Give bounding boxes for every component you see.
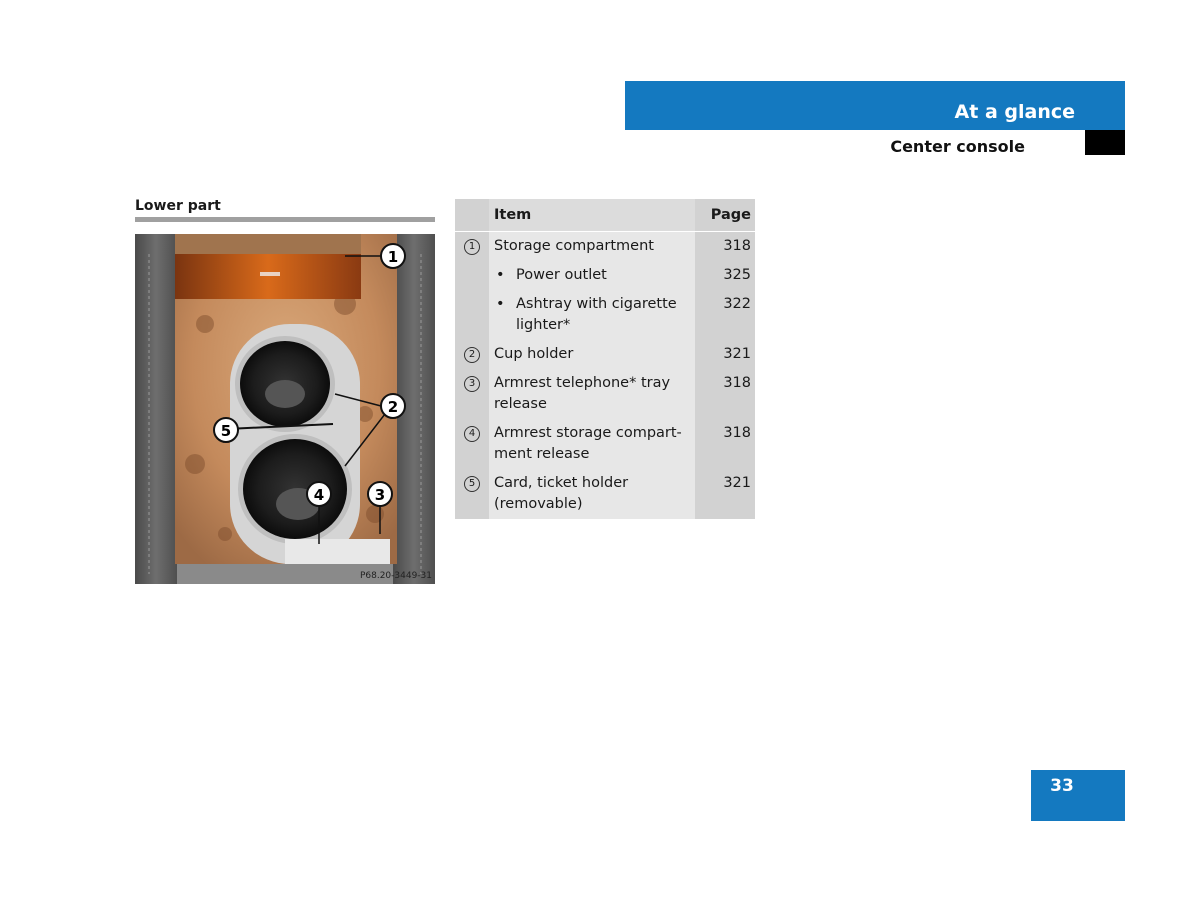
row-item: Card, ticket holder (removable) xyxy=(489,469,695,519)
figure-heading: Lower part xyxy=(135,198,221,214)
figure-heading-rule xyxy=(135,217,435,222)
row-number: 2 xyxy=(464,347,480,363)
table-row xyxy=(455,340,755,369)
row-item: Power outlet xyxy=(516,267,607,283)
callout-5: 5 xyxy=(220,422,232,440)
table-row xyxy=(455,419,755,469)
center-console-figure xyxy=(135,234,435,584)
bullet: • xyxy=(496,296,505,312)
table-header-row xyxy=(455,199,755,231)
table-row xyxy=(455,231,755,261)
callout-1: 1 xyxy=(387,248,399,266)
bullet: • xyxy=(496,267,505,283)
table-row xyxy=(455,369,755,419)
page-number: 33 xyxy=(1050,776,1074,796)
callout-3: 3 xyxy=(374,486,386,504)
row-page: 318 xyxy=(695,232,755,261)
row-page: 325 xyxy=(695,261,755,290)
subsection-marker xyxy=(1085,130,1125,155)
section-title: At a glance xyxy=(954,101,1075,123)
row-item: Ashtray with cigarette lighter* xyxy=(516,296,677,333)
table-row xyxy=(455,290,755,340)
row-page: 321 xyxy=(695,469,755,519)
row-number: 4 xyxy=(464,426,480,442)
row-item: Armrest telephone* tray release xyxy=(489,369,695,419)
row-page: 322 xyxy=(695,290,755,340)
row-number: 3 xyxy=(464,376,480,392)
subsection-title: Center console xyxy=(890,137,1025,156)
row-page: 318 xyxy=(695,369,755,419)
table-row xyxy=(455,261,755,290)
row-item: Cup holder xyxy=(489,340,695,369)
column-header-page: Page xyxy=(695,199,755,231)
center-console-illustration xyxy=(135,234,435,584)
row-number: 5 xyxy=(464,476,480,492)
callout-4: 4 xyxy=(313,486,325,504)
row-page: 318 xyxy=(695,419,755,469)
figure-image-code: P68.20-3449-31 xyxy=(359,571,432,581)
items-table xyxy=(455,199,755,519)
table-row xyxy=(455,469,755,519)
row-item: Storage compartment xyxy=(489,232,695,261)
row-page: 321 xyxy=(695,340,755,369)
callout-2: 2 xyxy=(387,398,399,416)
row-item: Armrest storage compart-ment release xyxy=(489,419,695,469)
row-number: 1 xyxy=(464,239,480,255)
column-header-item: Item xyxy=(489,199,695,231)
